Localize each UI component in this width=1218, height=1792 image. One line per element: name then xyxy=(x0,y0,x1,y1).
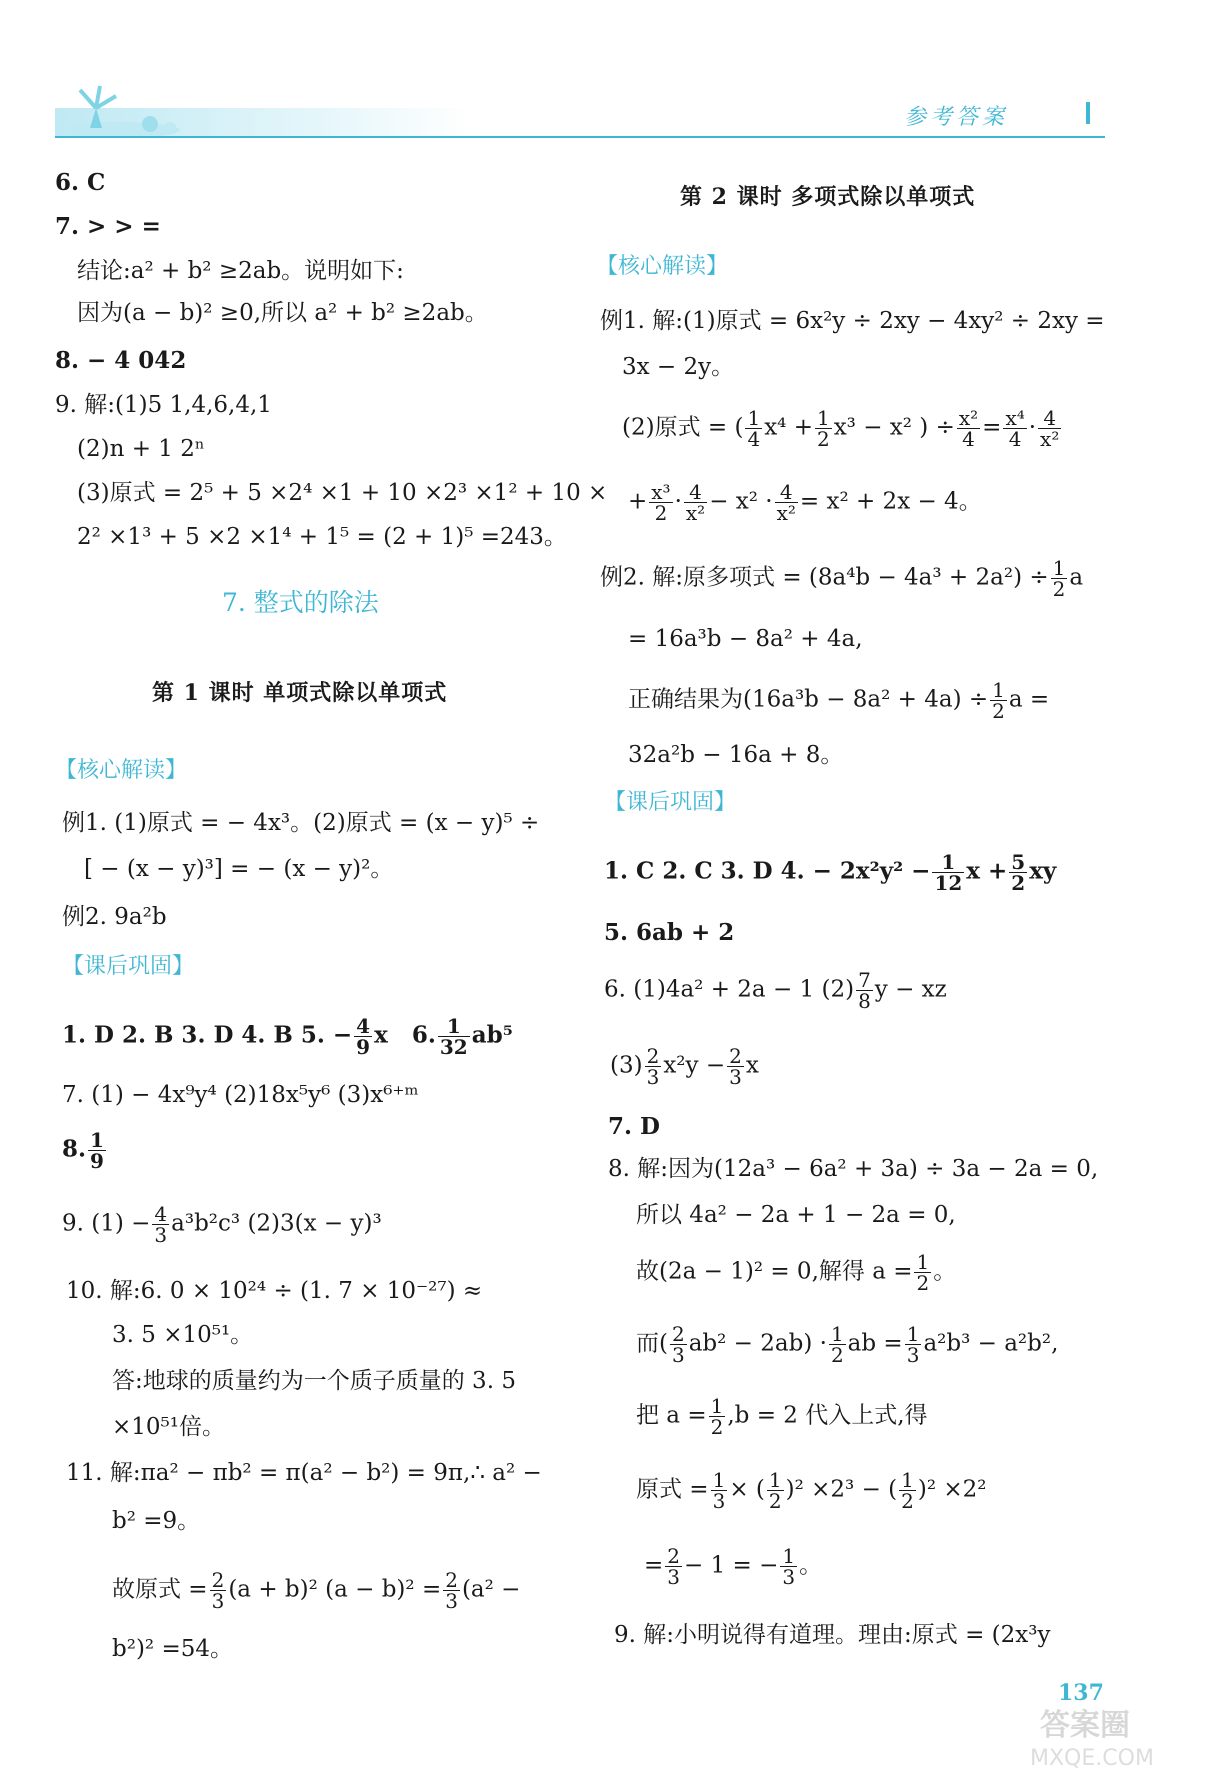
r-answers-1-4: 1. C 2. C 3. D 4. − 2x²y² − $\frac{1}{12}$ x + $\frac{5}{2}$ xy xyxy=(604,850,1057,895)
answer-8-left: 8. $\frac{1}{9}$ xyxy=(62,1128,104,1173)
r-example-2-result: 正确结果为(16a³b − 8a² + 4a) ÷ $\frac{1}{2}$ a = xyxy=(628,678,1050,723)
r-answer-8-g: = $\frac{2}{3}$ − 1 = − $\frac{1}{3}$ 。 xyxy=(644,1544,823,1589)
r-example-1-cont: 3x − 2y。 xyxy=(622,354,735,380)
answer-10-reply-cont: ×10⁵¹倍。 xyxy=(112,1414,225,1440)
answer-11: 11. 解:πa² − πb² = π(a² − b²) = 9π,∴ a² − xyxy=(66,1460,542,1486)
page-number: 137 xyxy=(1058,1680,1104,1706)
section-after-2: 【课后巩固】 xyxy=(604,790,737,815)
example-1: 例1. (1)原式 = − 4x³。(2)原式 = (x − y)⁵ ÷ xyxy=(62,810,540,836)
answer-11-result: 故原式 = $\frac{2}{3}$ (a + b)² (a − b)² = $\frac{2}{3}$ (a² − xyxy=(112,1568,521,1613)
r-answer-6: 6. (1)4a² + 2a − 1 (2) $\frac{7}{8}$ y − xz xyxy=(604,968,947,1013)
r-example-2-final: 32a²b − 16a + 8。 xyxy=(628,742,844,768)
windmill-icon xyxy=(60,78,220,138)
answer-9: 9. 解:(1)5 1,4,6,4,1 xyxy=(55,392,272,418)
section-core-1: 【核心解读】 xyxy=(55,758,188,783)
answer-8: 8. − 4 042 xyxy=(55,347,187,374)
answer-10-reply: 答:地球的质量约为一个质子质量的 3. 5 xyxy=(112,1368,516,1394)
answer-6: 6. C xyxy=(55,169,106,196)
header-label: 参考答案 xyxy=(904,105,1009,130)
answers-1-5: 1. D 2. B 3. D 4. B 5. − $\frac{4}{9}$ x 6. $\frac{1}{32}$ ab⁵ xyxy=(62,1014,513,1059)
example-1-cont: [ − (x − y)³] = − (x − y)²。 xyxy=(84,856,394,882)
section-after-1: 【课后巩固】 xyxy=(62,954,195,979)
answer-10-cont: 3. 5 ×10⁵¹。 xyxy=(112,1322,254,1348)
answer-9-left: 9. (1) − $\frac{4}{3}$ a³b²c³ (2)3(x − y)³ xyxy=(62,1202,382,1247)
answer-11-final: b²)² =54。 xyxy=(112,1636,233,1662)
answer-7-conclusion: 结论:a² + b² ≥2ab。说明如下: xyxy=(77,258,404,284)
lesson-1-title: 第 1 课时 单项式除以单项式 xyxy=(152,680,448,706)
r-answer-7: 7. D xyxy=(608,1113,660,1140)
r-answer-6-3: (3) $\frac{2}{3}$ x²y − $\frac{2}{3}$ x xyxy=(610,1044,759,1089)
chapter-title: 7. 整式的除法 xyxy=(222,588,379,617)
r-answer-8-c: 故(2a − 1)² = 0,解得 a = $\frac{1}{2}$ 。 xyxy=(636,1250,957,1295)
answer-10: 10. 解:6. 0 × 10²⁴ ÷ (1. 7 × 10⁻²⁷) ≈ xyxy=(66,1278,483,1304)
r-answer-8-b: 所以 4a² − 2a + 1 − 2a = 0, xyxy=(636,1202,956,1228)
answer-7-left: 7. (1) − 4x⁹y⁴ (2)18x⁵y⁶ (3)x⁶⁺ᵐ xyxy=(62,1082,419,1108)
answer-7-reason: 因为(a − b)² ≥0,所以 a² + b² ≥2ab。 xyxy=(77,300,488,326)
watermark-url: MXQE.COM xyxy=(1030,1746,1154,1771)
answer-9-2: (2)n + 1 2ⁿ xyxy=(77,436,205,462)
answer-9-3: (3)原式 = 2⁵ + 5 ×2⁴ ×1 + 10 ×2³ ×1² + 10 × xyxy=(77,480,608,506)
r-answer-9: 9. 解:小明说得有道理。理由:原式 = (2x³y xyxy=(614,1622,1051,1648)
r-answer-8-d: 而( $\frac{2}{3}$ ab² − 2ab) · $\frac{1}{2}$ ab = $\frac{1}{3}$ a²b³ − a²b², xyxy=(636,1322,1059,1367)
header-tick xyxy=(1086,102,1090,124)
answer-11-cont: b² =9。 xyxy=(112,1508,201,1534)
r-answer-5: 5. 6ab + 2 xyxy=(604,919,735,946)
answer-7: 7. > > = xyxy=(55,213,161,240)
r-example-1-part2: (2)原式 = ( $\frac{1}{4}$ x⁴ + $\frac{1}{2}$ x³ − x² ) ÷ $\frac{\text{x²}}{4}$ = $\frac{\text{x⁴}}{4}$ · $\frac{4}{\text{x²}}$ xyxy=(622,406,1060,451)
header-rule xyxy=(55,136,1105,138)
r-example-2-cont: = 16a³b − 8a² + 4a, xyxy=(628,626,863,652)
r-answer-8: 8. 解:因为(12a³ − 6a² + 3a) ÷ 3a − 2a = 0, xyxy=(608,1156,1099,1182)
r-example-1-part2-cont: + $\frac{\text{x³}}{2}$ · $\frac{4}{\text{x²}}$ − x² · $\frac{4}{\text{x²}}$ = x² + 2x − 4。 xyxy=(628,480,982,525)
watermark: 答案圈 xyxy=(1040,1708,1130,1743)
section-core-2: 【核心解读】 xyxy=(596,254,729,279)
lesson-2-title: 第 2 课时 多项式除以单项式 xyxy=(680,184,976,210)
example-2: 例2. 9a²b xyxy=(62,904,167,930)
r-example-1: 例1. 解:(1)原式 = 6x²y ÷ 2xy − 4xy² ÷ 2xy = xyxy=(600,308,1105,334)
r-answer-8-f: 原式 = $\frac{1}{3}$ × ( $\frac{1}{2}$ )² ×2³ − ( $\frac{1}{2}$ )² ×2² xyxy=(636,1468,987,1513)
r-example-2: 例2. 解:原多项式 = (8a⁴b − 4a³ + 2a²) ÷ $\frac{1}{2}$ a xyxy=(600,556,1084,601)
r-answer-8-e: 把 a = $\frac{1}{2}$ ,b = 2 代入上式,得 xyxy=(636,1394,928,1439)
answer-9-3-cont: 2² ×1³ + 5 ×2 ×1⁴ + 1⁵ = (2 + 1)⁵ =243。 xyxy=(77,524,567,550)
